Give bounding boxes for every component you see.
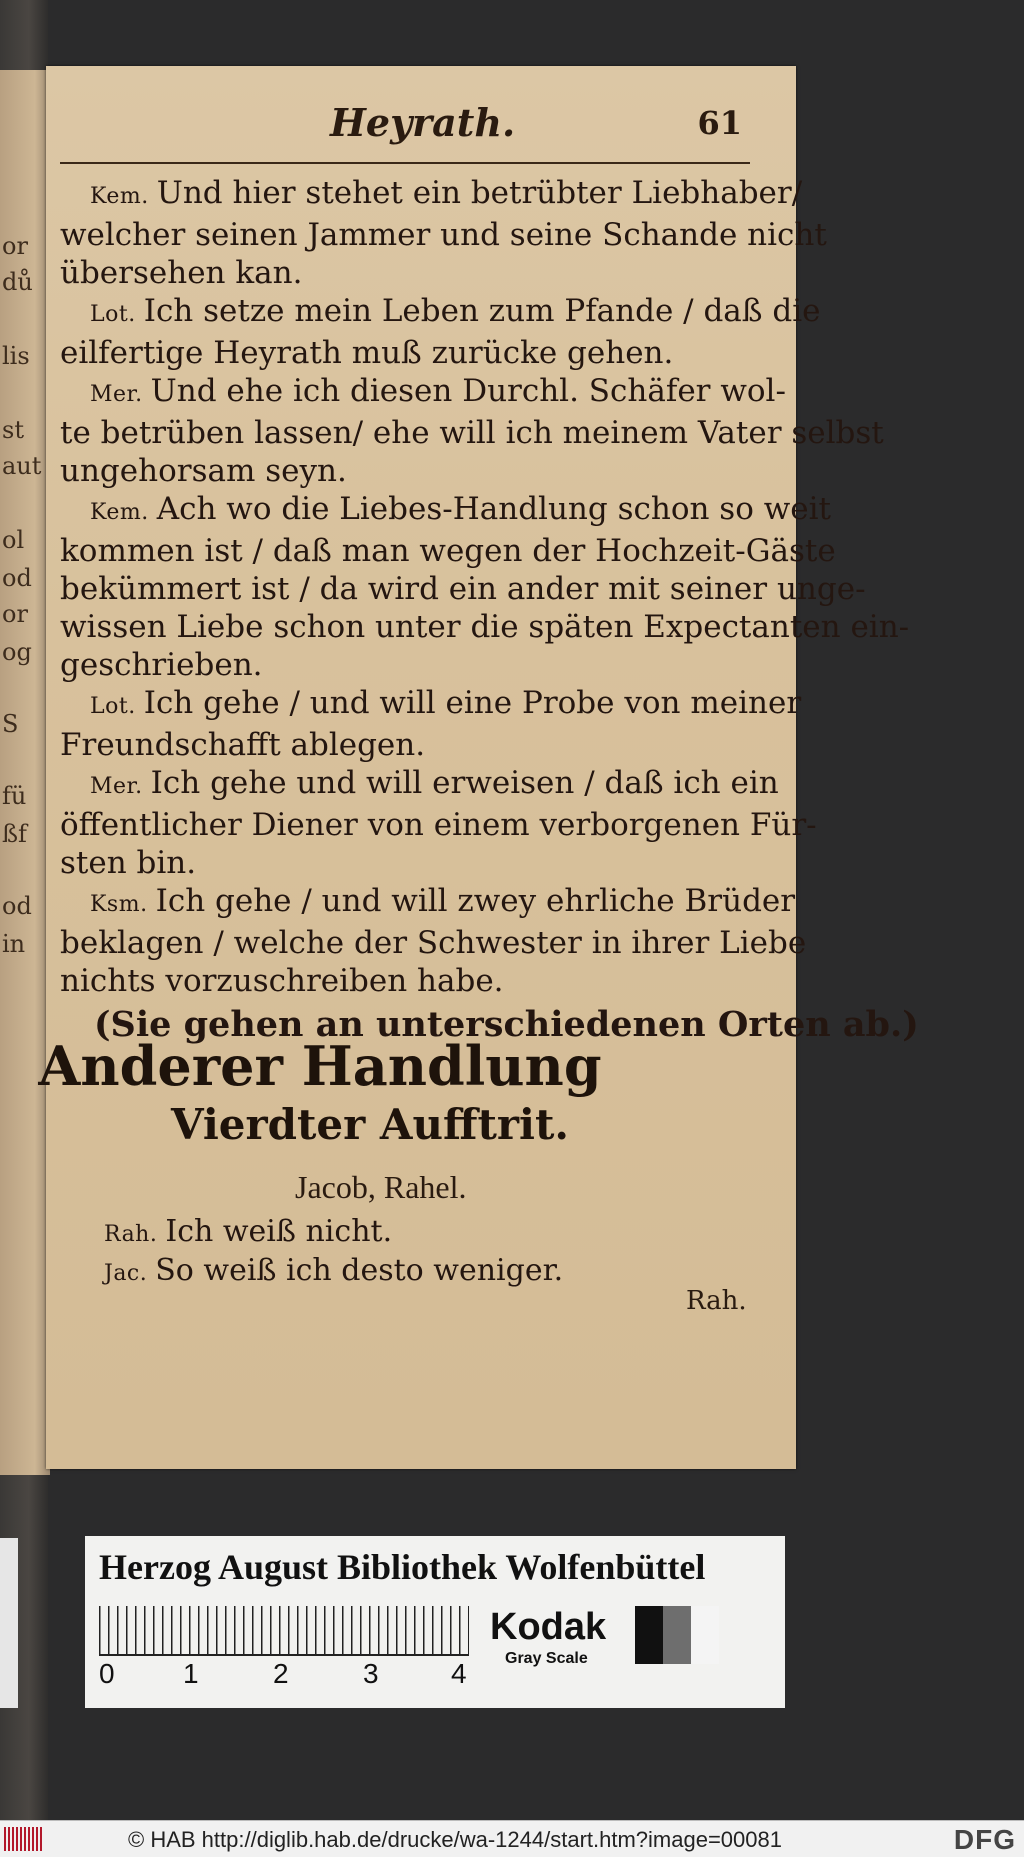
speech-line: geschrieben. [60, 647, 263, 683]
speech-line: Ich gehe / und will zwey ehrliche Brüder [155, 883, 796, 919]
speaker-label: Lot. [90, 694, 136, 719]
speaker-label: Rah. [104, 1222, 158, 1247]
speaker-label: Jac. [104, 1261, 148, 1286]
dialogue-text: Ich weiß nicht. [165, 1214, 393, 1249]
prev-page-fragment: aut [2, 452, 42, 480]
prev-page-fragment: or [2, 232, 28, 260]
speech-line: te betrüben lassen/ ehe will ich meinem Vater selbst [60, 415, 884, 451]
running-head: Heyrath. [330, 100, 516, 145]
speech [60, 684, 802, 764]
scene-heading: Vierdter Aufftrit. [171, 1100, 569, 1149]
speech-line: welcher seinen Jammer und seine Schande nicht [60, 217, 827, 253]
library-name: Herzog August Bibliothek Wolfenbüttel [99, 1547, 706, 1587]
speech [60, 174, 827, 292]
prev-page-fragment: od [2, 564, 32, 592]
speaker-label: Mer. [90, 774, 143, 799]
ruler-label: 1 [183, 1658, 199, 1689]
header-rule [60, 162, 750, 164]
speech-line: ungehorsam seyn. [60, 453, 347, 489]
ruler-label: 0 [99, 1658, 115, 1689]
speech-line: sten bin. [60, 845, 197, 881]
speech-line: öffentlicher Diener von einem verborgenen Für- [60, 807, 817, 843]
dfg-logo: DFG [953, 1824, 1016, 1855]
speech-line: eilfertige Heyrath muß zurücke gehen. [60, 335, 674, 371]
book-page [38, 66, 919, 1469]
barcode-icon [4, 1827, 44, 1851]
prev-page-fragment: S [2, 710, 19, 738]
prev-page-fragment: or [2, 600, 28, 628]
catchword: Rah. [686, 1286, 747, 1316]
speech-line: Ich setze mein Leben zum Pfande / daß die [143, 293, 821, 329]
kodak-logo: Kodak [490, 1606, 607, 1648]
speech-line: Ich gehe / und will eine Probe von meiner [143, 685, 802, 721]
speech-line: kommen ist / daß man wegen der Hochzeit-Gäste [60, 533, 836, 569]
prev-page-fragment: ßf [2, 820, 27, 848]
footer-bar [0, 1820, 1024, 1857]
previous-page-edge [0, 70, 50, 1475]
scale-card [85, 1536, 785, 1708]
speech-line: nichts vorzuschreiben habe. [60, 963, 504, 999]
ruler-label: 2 [273, 1658, 289, 1689]
prev-page-fragment: ol [2, 526, 25, 554]
speaker-label: Ksm. [90, 892, 148, 917]
gray-scale-label: Gray Scale [505, 1650, 588, 1667]
dialogue-line [104, 1214, 563, 1253]
scene-dialogue [104, 1214, 563, 1292]
dialogue-text: So weiß ich desto weniger. [155, 1253, 564, 1288]
speech-line: bekümmert ist / da wird ein ander mit seiner unge- [60, 571, 866, 607]
ruler-label: 3 [363, 1658, 379, 1689]
page-body [60, 174, 919, 1045]
adjacent-card-fragment [0, 1538, 18, 1708]
gray-swatch [635, 1606, 663, 1664]
speaker-label: Kem. [90, 500, 149, 525]
ruler-scale [99, 1606, 469, 1656]
prev-page-fragment: fü [2, 782, 27, 810]
page-number: 61 [697, 104, 742, 142]
speech-line: wissen Liebe schon unter die späten Expectanten ein- [60, 609, 910, 645]
speech-line: Und hier stehet ein betrübter Liebhaber/ [156, 175, 803, 211]
footer-url: © HAB http://diglib.hab.de/drucke/wa-1244/start.htm?image=00081 [128, 1827, 782, 1852]
gray-swatch [691, 1606, 719, 1664]
prev-page-fragment: od [2, 892, 32, 920]
prev-page-fragment: og [2, 638, 32, 666]
dialogue-line [104, 1253, 563, 1292]
gray-swatch [663, 1606, 691, 1664]
speech-line: Freundschafft ablegen. [60, 727, 426, 763]
prev-page-fragment: dů [2, 268, 33, 296]
speech-line: Ich gehe und will erweisen / daß ich ein [150, 765, 779, 801]
stage-direction: (Sie gehen an unterschiedenen Orten ab.) [94, 1004, 919, 1045]
speech-line: Und ehe ich diesen Durchl. Schäfer wol- [150, 373, 786, 409]
speech [60, 490, 910, 684]
speech [60, 764, 817, 882]
prev-page-fragment: lis [2, 342, 30, 370]
character-list: Jacob, Rahel. [295, 1169, 467, 1205]
prev-page-fragment: st [2, 416, 24, 444]
speech [60, 882, 807, 1000]
speech [60, 372, 884, 490]
speaker-label: Kem. [90, 184, 149, 209]
speech-line: übersehen kan. [60, 255, 303, 291]
speech-line: beklagen / welche der Schwester in ihrer Liebe [60, 925, 807, 961]
speaker-label: Lot. [90, 302, 136, 327]
speech [60, 292, 821, 372]
speaker-label: Mer. [90, 382, 143, 407]
ruler-label: 4 [451, 1658, 467, 1689]
gray-scale-swatches [635, 1606, 719, 1664]
speech-line: Ach wo die Liebes-Handlung schon so weit [156, 491, 831, 527]
prev-page-fragment: in [2, 930, 26, 958]
ruler-labels [93, 1658, 493, 1698]
act-heading: Anderer Handlung [38, 1034, 602, 1098]
